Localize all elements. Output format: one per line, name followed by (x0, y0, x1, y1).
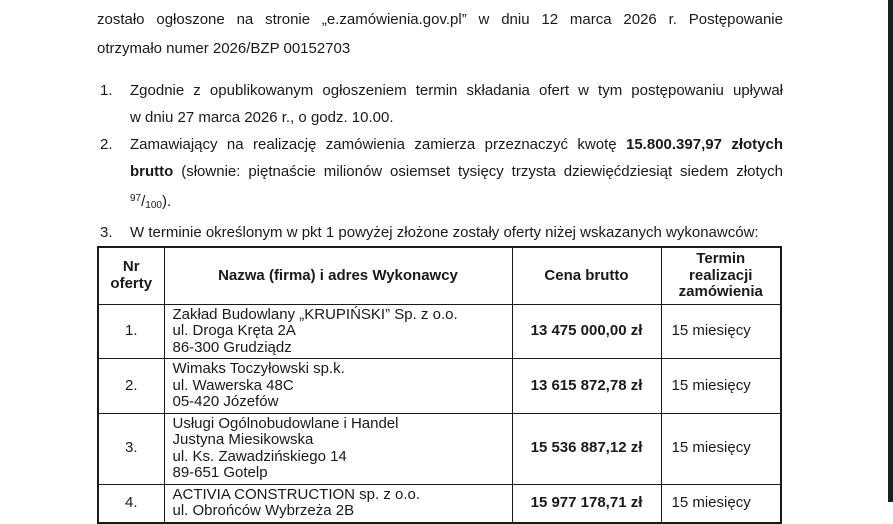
list-item-1-number: 1. (100, 82, 113, 99)
offer-number: 1. (98, 304, 164, 359)
list-item-3 (97, 219, 783, 246)
gross-price: 15 977 178,71 zł (512, 484, 661, 523)
intro-line-2: otrzymało numer 2026/BZP 00152703 (97, 40, 351, 57)
table-row (98, 304, 781, 359)
offer-number: 4. (98, 484, 164, 523)
table-header-row (98, 247, 781, 304)
text-segment: (słownie: piętnaście milionów osiemset tysięcy trzysta dziewięćdziesiąt siedem złotych (173, 163, 783, 180)
gross-price: 15 536 887,12 zł (512, 413, 661, 484)
list-item-2-line-2 (130, 158, 783, 185)
contractor-address (164, 484, 512, 523)
contractor-address (164, 359, 512, 414)
contractor-street-line: ul. Obrońców Wybrzeża 2B (172, 502, 355, 519)
intro-paragraph (97, 5, 783, 63)
table-row (98, 413, 781, 484)
text-segment: Zamawiający na realizację zamówienia zamierza przeznaczyć kwotę (130, 136, 626, 153)
contractor-name-line: ACTIVIA CONSTRUCTION sp. z o.o. (172, 485, 421, 503)
list-item-3-line-1: W terminie określonym w pkt 1 powyżej złożone zostały oferty niżej wskazanych wykonawców: (130, 224, 759, 241)
text-segment: ). (161, 193, 172, 210)
list-item-1 (97, 77, 783, 131)
contractor-street-line: ul. Ks. Zawadzińskiego 14 (172, 447, 347, 465)
completion-term: 15 miesięcy (661, 413, 781, 484)
document-content (97, 0, 783, 524)
offers-table (97, 246, 782, 524)
offer-number: 3. (98, 413, 164, 484)
gross-price: 13 475 000,00 zł (512, 304, 661, 359)
list-item-1-line-2: w dniu 27 marca 2026 r., o godz. 10.00. (130, 109, 394, 126)
table-row (98, 359, 781, 414)
offer-number: 2. (98, 359, 164, 414)
table-row (98, 484, 781, 523)
header-completion-term: Termin realizacji zamówienia (661, 247, 781, 304)
contractor-street-line: ul. Droga Kręta 2A (172, 322, 296, 339)
contractor-name-line: Usługi Ogólnobudowlane i Handel (172, 414, 399, 432)
list-item-2 (97, 131, 783, 219)
completion-term: 15 miesięcy (661, 359, 781, 414)
fraction-denominator: 100 (145, 200, 162, 211)
contractor-city-line: 05-420 Józefów (172, 393, 279, 410)
header-contractor-name: Nazwa (firma) i adres Wykonawcy (164, 247, 512, 304)
fraction-slash: / (141, 193, 146, 210)
list-item-2-line-3 (130, 185, 783, 219)
header-offer-number: Nr oferty (98, 247, 164, 304)
viewer-right-edge-band (888, 0, 893, 502)
fraction-numerator: 97 (130, 193, 142, 204)
contractor-street-line: ul. Wawerska 48C (172, 376, 294, 394)
contractor-city-line: 89-651 Gotelp (172, 464, 268, 481)
numbered-list (97, 77, 783, 246)
completion-term: 15 miesięcy (661, 304, 781, 359)
list-item-2-line-1 (130, 131, 783, 158)
contractor-person-line: Justyna Miesikowska (172, 431, 314, 448)
header-gross-price: Cena brutto (512, 247, 661, 304)
amount-bold-continuation: brutto (130, 163, 174, 180)
contractor-address (164, 413, 512, 484)
completion-term: 15 miesięcy (661, 484, 781, 523)
intro-line-1: zostało ogłoszone na stronie „e.zamówienia.gov.pl” w dniu 12 marca 2026 r. Postępowanie (97, 11, 783, 28)
contractor-address (164, 304, 512, 359)
list-item-1-line-1: Zgodnie z opublikowanym ogłoszeniem termin składania ofert w tym postępowaniu upływał (130, 82, 783, 99)
list-item-2-number: 2. (100, 136, 113, 153)
amount-bold: 15.800.397,97 złotych (626, 136, 783, 153)
list-item-3-number: 3. (100, 224, 113, 241)
contractor-city-line: 86-300 Grudziądz (172, 338, 292, 356)
gross-price: 13 615 872,78 zł (512, 359, 661, 414)
contractor-name-line: Zakład Budowlany „KRUPIŃSKI” Sp. z o.o. (172, 305, 458, 323)
contractor-name-line: Wimaks Toczyłowski sp.k. (172, 360, 345, 377)
